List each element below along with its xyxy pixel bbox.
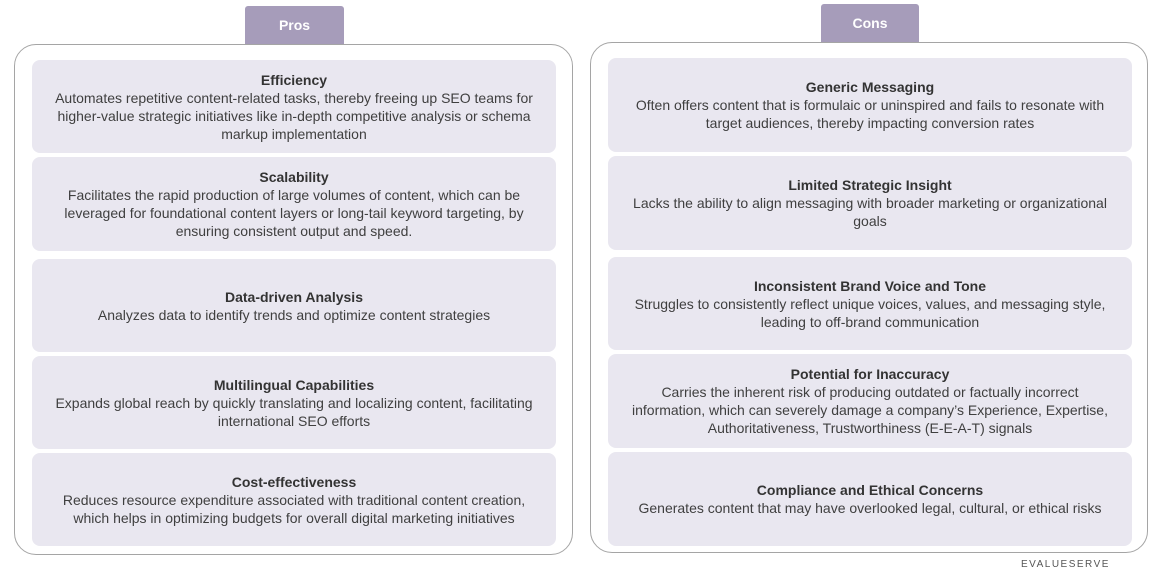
card-description-line: Generates content that may have overlooked legal, cultural, or ethical risks: [638, 500, 1102, 516]
pros-card-efficiency: [32, 60, 556, 153]
pros-card-data-driven-analysis: [32, 259, 556, 352]
card-title: Compliance and Ethical Concerns: [756, 482, 984, 498]
card-title: Limited Strategic Insight: [788, 177, 952, 193]
cons-card-potential-for-inaccuracy: [608, 354, 1132, 448]
cons-card-compliance-and-ethical-concerns: [608, 452, 1132, 546]
card-description-line: Authoritativeness, Trustworthiness (E-E-A-T) signals: [707, 420, 1033, 436]
cons-tab: Cons: [821, 4, 919, 42]
card-description-line: leveraged for foundational content layers or long-tail keyword targeting, by: [64, 205, 524, 221]
card-title: Potential for Inaccuracy: [790, 366, 950, 382]
card-description-line: Expands global reach by quickly translating and localizing content, facilitating: [55, 394, 533, 411]
card-title: Data-driven Analysis: [225, 288, 363, 305]
pros-card-cost-effectiveness: [32, 453, 556, 546]
cons-card-generic-messaging: [608, 58, 1132, 152]
cons-card-limited-strategic-insight: [608, 156, 1132, 250]
brand-logo: EVALUESERVE: [1021, 559, 1110, 570]
card-description-line: information, which can severely damage a company’s Experience, Expertise,: [632, 402, 1108, 418]
card-title: Generic Messaging: [805, 79, 935, 95]
pros-tab: Pros: [245, 6, 344, 44]
card-title: Scalability: [259, 169, 329, 185]
card-description-line: which helps in optimizing budgets for overall digital marketing initiatives: [73, 509, 515, 526]
card-description-line: Often offers content that is formulaic or uninspired and fails to resonate with: [635, 97, 1105, 113]
pros-card-multilingual-capabilities: [32, 356, 556, 449]
card-description-line: international SEO efforts: [217, 412, 371, 429]
pros-card-scalability: [32, 157, 556, 251]
card-title: Inconsistent Brand Voice and Tone: [753, 277, 987, 294]
card-description-line: Reduces resource expenditure associated with traditional content creation,: [62, 491, 526, 508]
card-description-line: target audiences, thereby impacting conversion rates: [705, 115, 1035, 131]
card-description-line: leading to off-brand communication: [760, 313, 980, 330]
card-description-line: Struggles to consistently reflect unique voices, values, and messaging style,: [634, 295, 1106, 312]
card-description-line: Carries the inherent risk of producing outdated or factually incorrect: [661, 384, 1079, 400]
card-title: Efficiency: [260, 71, 328, 88]
card-title: Cost-effectiveness: [231, 473, 357, 490]
card-description-line: higher-value strategic initiatives like in-depth competitive analysis or schema: [57, 107, 531, 124]
card-description-line: ensuring consistent output and speed.: [175, 223, 413, 239]
card-description-line: Analyzes data to identify trends and optimize content strategies: [97, 306, 491, 323]
card-description-line: markup implementation: [221, 125, 367, 142]
cons-card-inconsistent-brand-voice: [608, 257, 1132, 350]
card-description-line: Lacks the ability to align messaging with broader marketing or organizational: [633, 195, 1107, 211]
card-description-line: Automates repetitive content-related tasks, thereby freeing up SEO teams for: [55, 89, 533, 106]
card-title: Multilingual Capabilities: [213, 376, 375, 393]
card-description-line: Facilitates the rapid production of large volumes of content, which can be: [67, 187, 521, 203]
card-description-line: goals: [853, 213, 887, 229]
